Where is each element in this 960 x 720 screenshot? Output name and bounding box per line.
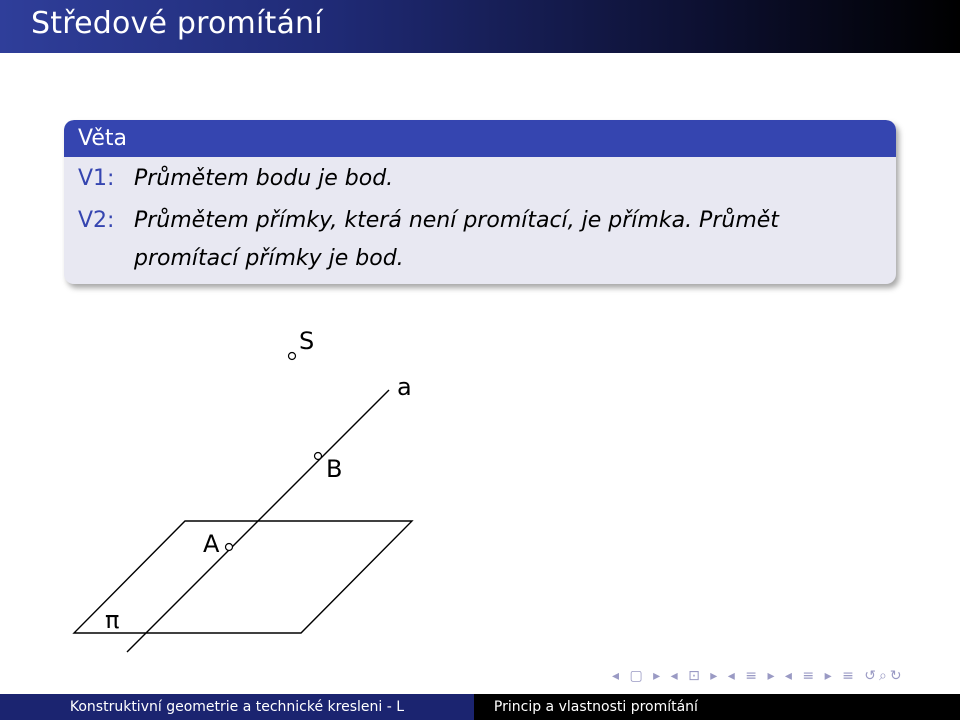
point-B: [315, 453, 322, 460]
label-a: a: [397, 373, 412, 401]
nav-left-icon[interactable]: ◂ ▢ ▸: [612, 668, 664, 684]
nav-section-icon[interactable]: ◂ ≡ ▸: [784, 668, 835, 684]
label-S: S: [299, 327, 315, 355]
label-A: A: [203, 530, 220, 558]
item-text: Průmětem bodu je bod.: [134, 166, 394, 191]
label-pi: π: [105, 606, 120, 634]
item-text: Průmětem přímky, která není promítací, je přímka. Průmět: [134, 208, 779, 233]
footer-bar: [0, 694, 960, 720]
point-S: [289, 353, 296, 360]
beamer-navigation[interactable]: [612, 668, 905, 690]
item-label: V1:: [78, 166, 115, 191]
nav-subsection-icon[interactable]: ◂ ≡ ▸: [727, 668, 778, 684]
nav-search-icon[interactable]: ↺⌕↻: [864, 668, 905, 684]
block-title: Věta: [78, 126, 127, 151]
footer-course-title: Konstruktivní geometrie a technické kresleni - L: [0, 694, 474, 720]
footer-section-title: Princip a vlastnosti promítání: [474, 694, 960, 720]
point-A: [226, 544, 233, 551]
item-label: V2:: [78, 208, 115, 233]
item-text-continued: promítací přímky je bod.: [134, 246, 404, 271]
nav-frame-icon[interactable]: ◂ ⊡ ▸: [670, 668, 721, 684]
nav-align-icon[interactable]: ≡: [842, 668, 857, 684]
plane-pi: [74, 521, 412, 633]
label-B: B: [326, 455, 343, 483]
frame-title: Středové promítání: [31, 6, 323, 41]
